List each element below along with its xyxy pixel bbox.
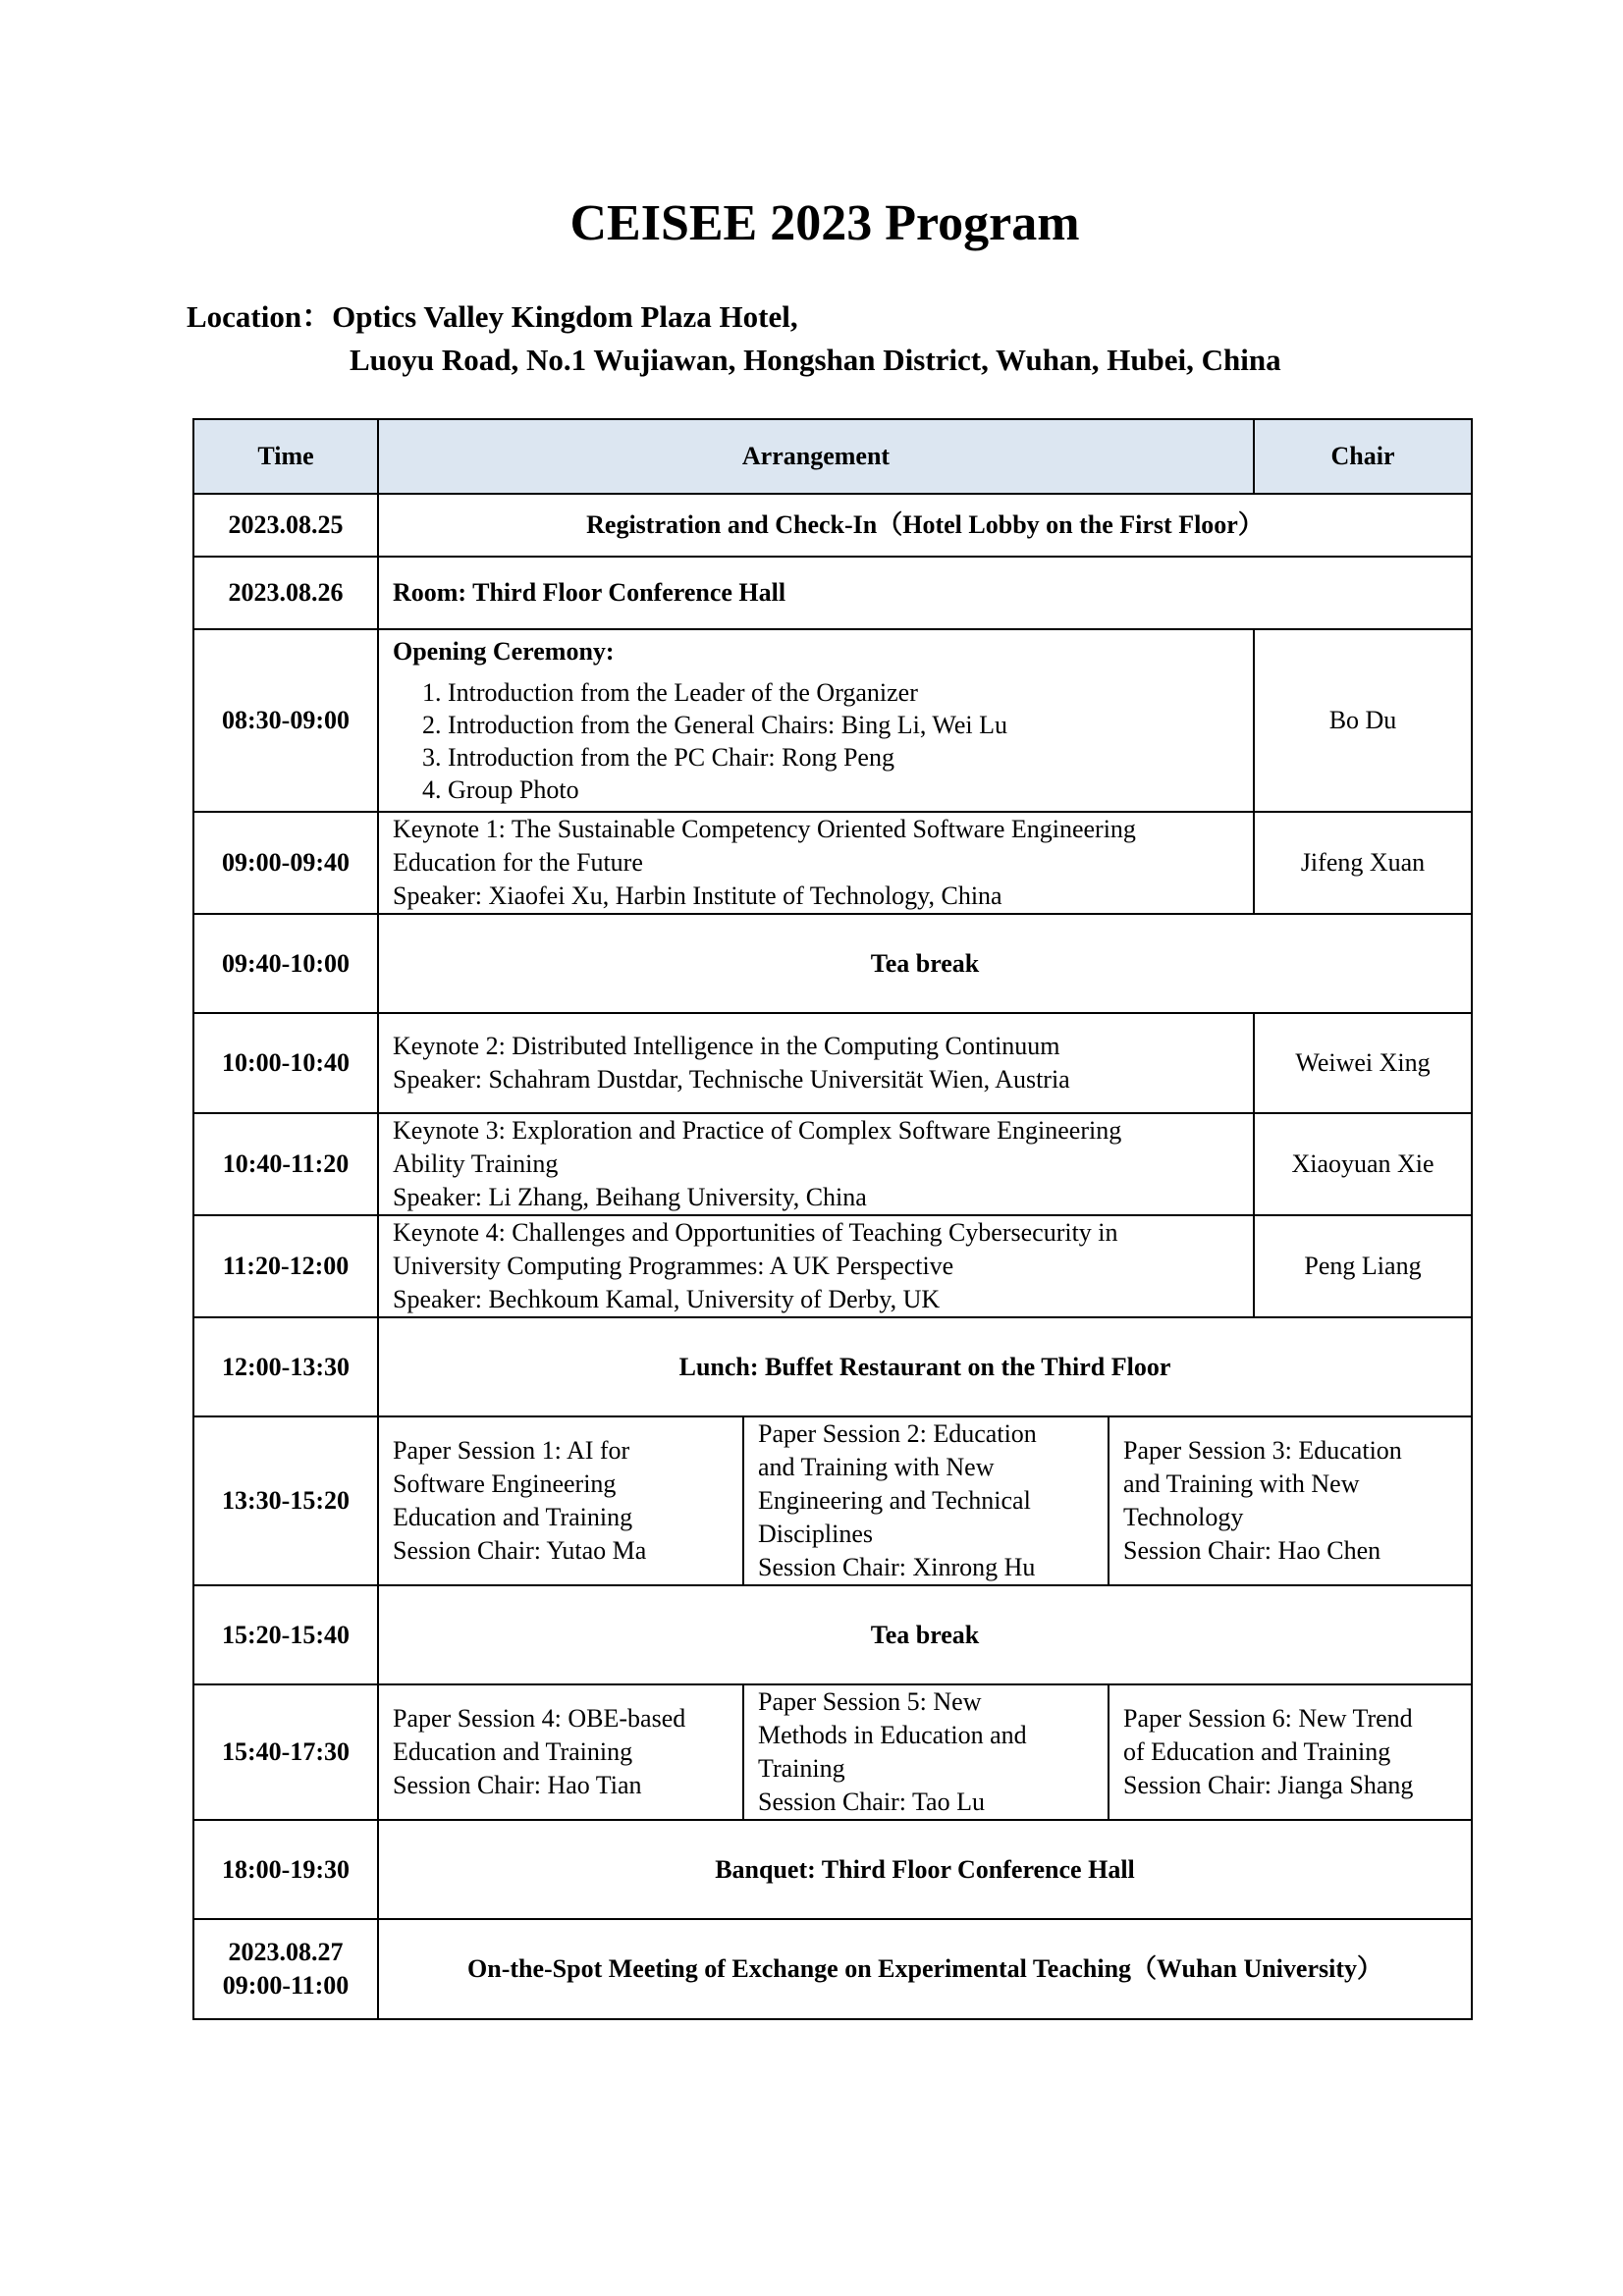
keynote-title: Keynote 3: Exploration and Practice of Complex Software Engineering bbox=[393, 1116, 1122, 1145]
row-chair: Jifeng Xuan bbox=[1254, 812, 1472, 914]
keynote-title: Keynote 2: Distributed Intelligence in the Computing Continuum bbox=[393, 1032, 1060, 1060]
table-row bbox=[193, 1684, 1472, 1820]
row-arrangement bbox=[378, 1215, 1254, 1317]
keynote-title-cont: University Computing Programmes: A UK Perspective bbox=[393, 1252, 954, 1280]
program-table bbox=[192, 418, 1473, 2020]
session-line: Methods in Education and bbox=[758, 1721, 1027, 1749]
keynote-title: Keynote 4: Challenges and Opportunities of Teaching Cybersecurity in bbox=[393, 1218, 1118, 1247]
location-venue: Optics Valley Kingdom Plaza Hotel, bbox=[332, 299, 798, 334]
paper-session-1 bbox=[378, 1416, 743, 1585]
table-row bbox=[193, 1113, 1472, 1215]
table-row bbox=[193, 1013, 1472, 1113]
session-chair: Session Chair: Jianga Shang bbox=[1123, 1771, 1414, 1799]
session-line: Education and Training bbox=[393, 1503, 633, 1531]
row-chair: Xiaoyuan Xie bbox=[1254, 1113, 1472, 1215]
row-time: 15:40-17:30 bbox=[193, 1684, 378, 1820]
row-time: 10:00-10:40 bbox=[193, 1013, 378, 1113]
session-line: and Training with New bbox=[1123, 1469, 1360, 1498]
header-arrangement: Arrangement bbox=[378, 419, 1254, 494]
row-arrangement: Tea break bbox=[378, 914, 1472, 1013]
session-line: Software Engineering bbox=[393, 1469, 617, 1498]
keynote-title: Keynote 1: The Sustainable Competency Oriented Software Engineering bbox=[393, 815, 1136, 843]
session-line: Training bbox=[758, 1754, 845, 1783]
table-row bbox=[193, 1820, 1472, 1919]
keynote-title-cont: Ability Training bbox=[393, 1149, 559, 1178]
session-line: Engineering and Technical bbox=[758, 1486, 1031, 1515]
row-arrangement: Registration and Check-In（Hotel Lobby on the First Floor） bbox=[378, 494, 1472, 557]
row-time: 09:00-09:40 bbox=[193, 812, 378, 914]
header-time: Time bbox=[193, 419, 378, 494]
keynote-title-cont: Education for the Future bbox=[393, 848, 643, 877]
session-line: Disciplines bbox=[758, 1520, 873, 1548]
table-row bbox=[193, 1919, 1472, 2019]
row-time bbox=[193, 1919, 378, 2019]
row-hours: 09:00-11:00 bbox=[222, 1971, 350, 2000]
row-time: 2023.08.26 bbox=[193, 557, 378, 629]
row-time: 12:00-13:30 bbox=[193, 1317, 378, 1416]
session-line: Paper Session 5: New bbox=[758, 1687, 982, 1716]
list-item: 1. Introduction from the Leader of the Organizer bbox=[422, 678, 918, 707]
session-chair: Session Chair: Hao Chen bbox=[1123, 1536, 1381, 1565]
row-chair: Bo Du bbox=[1254, 629, 1472, 812]
session-chair: Session Chair: Yutao Ma bbox=[393, 1536, 647, 1565]
row-chair: Peng Liang bbox=[1254, 1215, 1472, 1317]
table-row bbox=[193, 629, 1472, 812]
row-chair: Weiwei Xing bbox=[1254, 1013, 1472, 1113]
session-line: and Training with New bbox=[758, 1453, 995, 1481]
row-time: 08:30-09:00 bbox=[193, 629, 378, 812]
row-arrangement: Tea break bbox=[378, 1585, 1472, 1684]
list-item: 2. Introduction from the General Chairs: Bing Li, Wei Lu bbox=[422, 711, 1008, 739]
keynote-speaker: Speaker: Schahram Dustdar, Technische Universität Wien, Austria bbox=[393, 1065, 1070, 1094]
session-line: Paper Session 4: OBE-based bbox=[393, 1704, 686, 1733]
row-arrangement: Lunch: Buffet Restaurant on the Third Floor bbox=[378, 1317, 1472, 1416]
row-time: 13:30-15:20 bbox=[193, 1416, 378, 1585]
row-time: 11:20-12:00 bbox=[193, 1215, 378, 1317]
paper-session-3 bbox=[1109, 1416, 1472, 1585]
paper-session-2 bbox=[743, 1416, 1109, 1585]
paper-session-5 bbox=[743, 1684, 1109, 1820]
location-line-1 bbox=[187, 296, 798, 338]
row-arrangement bbox=[378, 812, 1254, 914]
opening-list bbox=[393, 676, 1239, 806]
row-arrangement: Room: Third Floor Conference Hall bbox=[378, 557, 1472, 629]
row-time: 10:40-11:20 bbox=[193, 1113, 378, 1215]
keynote-speaker: Speaker: Li Zhang, Beihang University, China bbox=[393, 1183, 867, 1211]
session-chair: Session Chair: Tao Lu bbox=[758, 1788, 985, 1816]
paper-session-4 bbox=[378, 1684, 743, 1820]
keynote-speaker: Speaker: Bechkoum Kamal, University of Derby, UK bbox=[393, 1285, 941, 1313]
session-line: Paper Session 3: Education bbox=[1123, 1436, 1402, 1465]
row-arrangement: On-the-Spot Meeting of Exchange on Experimental Teaching（Wuhan University） bbox=[378, 1919, 1472, 2019]
table-row bbox=[193, 1215, 1472, 1317]
table-row bbox=[193, 812, 1472, 914]
row-time: 09:40-10:00 bbox=[193, 914, 378, 1013]
opening-heading: Opening Ceremony: bbox=[393, 637, 615, 666]
location-label: Location： bbox=[187, 299, 333, 334]
table-row bbox=[193, 557, 1472, 629]
table-row bbox=[193, 1585, 1472, 1684]
table-row bbox=[193, 914, 1472, 1013]
list-item: 4. Group Photo bbox=[422, 775, 579, 804]
session-line: Education and Training bbox=[393, 1737, 633, 1766]
table-row bbox=[193, 1416, 1472, 1585]
table-row bbox=[193, 494, 1472, 557]
session-line: Technology bbox=[1123, 1503, 1244, 1531]
session-line: Paper Session 2: Education bbox=[758, 1419, 1037, 1448]
session-chair: Session Chair: Xinrong Hu bbox=[758, 1553, 1036, 1581]
paper-session-6 bbox=[1109, 1684, 1472, 1820]
session-line: Paper Session 6: New Trend bbox=[1123, 1704, 1413, 1733]
row-time: 15:20-15:40 bbox=[193, 1585, 378, 1684]
session-line: Paper Session 1: AI for bbox=[393, 1436, 630, 1465]
list-item: 3. Introduction from the PC Chair: Rong Peng bbox=[422, 743, 894, 772]
session-chair: Session Chair: Hao Tian bbox=[393, 1771, 642, 1799]
location-line-2: Luoyu Road, No.1 Wujiawan, Hongshan District, Wuhan, Hubei, China bbox=[350, 343, 1281, 377]
table-header-row bbox=[193, 419, 1472, 494]
row-time: 2023.08.25 bbox=[193, 494, 378, 557]
keynote-speaker: Speaker: Xiaofei Xu, Harbin Institute of Technology, China bbox=[393, 881, 1002, 910]
row-arrangement: Banquet: Third Floor Conference Hall bbox=[378, 1820, 1472, 1919]
row-arrangement bbox=[378, 1013, 1254, 1113]
row-arrangement bbox=[378, 1113, 1254, 1215]
header-chair: Chair bbox=[1254, 419, 1472, 494]
row-time: 18:00-19:30 bbox=[193, 1820, 378, 1919]
table-row bbox=[193, 1317, 1472, 1416]
row-arrangement bbox=[378, 629, 1254, 812]
page-title: CEISEE 2023 Program bbox=[569, 195, 1080, 251]
row-date: 2023.08.27 bbox=[228, 1938, 344, 1966]
session-line: of Education and Training bbox=[1123, 1737, 1391, 1766]
